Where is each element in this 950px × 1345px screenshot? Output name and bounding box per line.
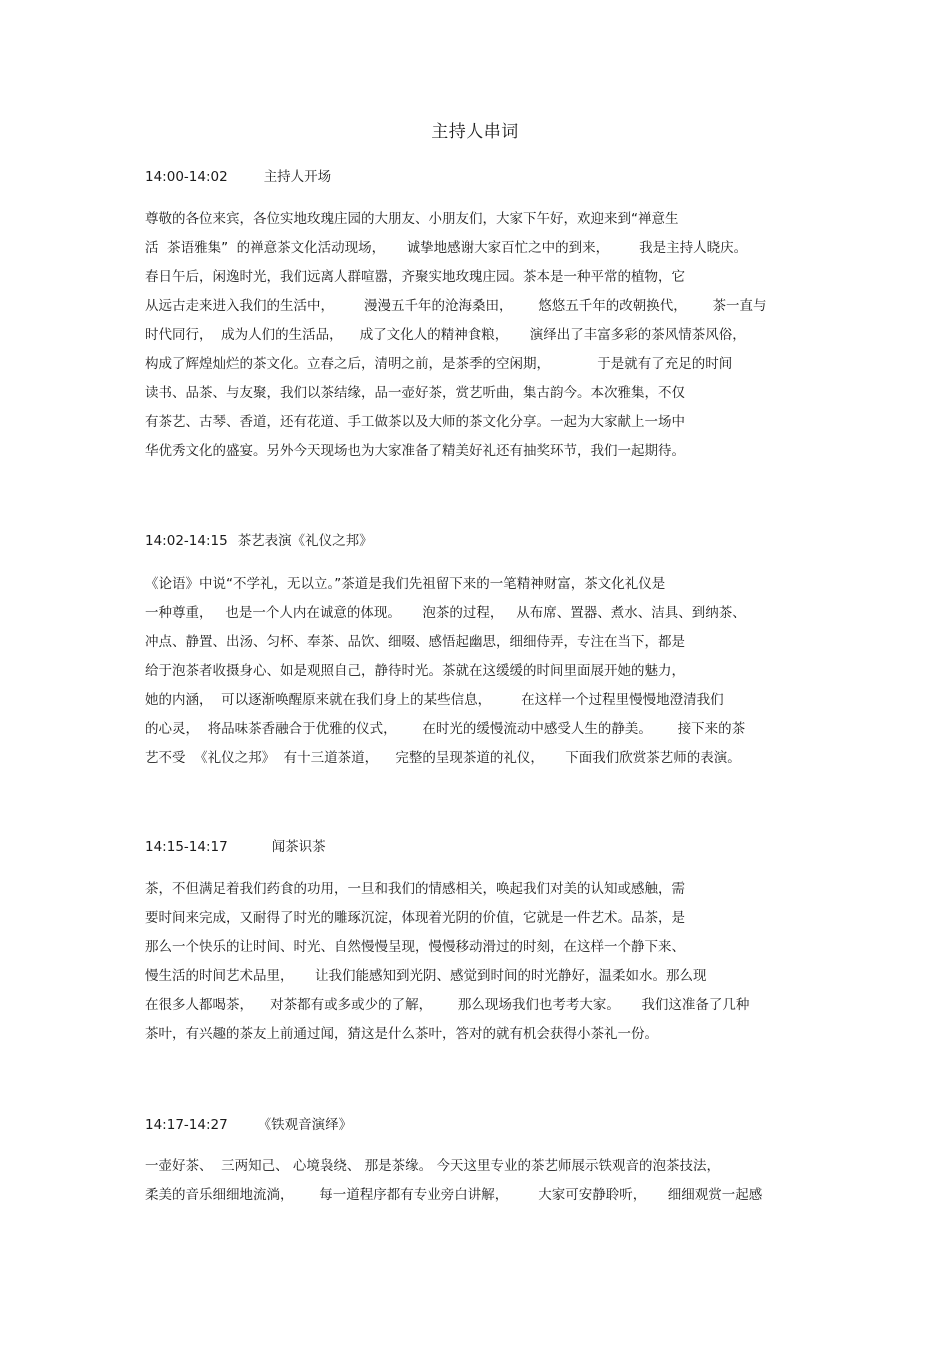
paragraph-line: 在很多人都喝茶， 对茶都有或多或少的了解， 那么现场我们也考考大家。 我们这准备了几种: [145, 997, 750, 1013]
paragraph-line: 一种尊重， 也是一个人内在诚意的体现。 泡茶的过程， 从布席、置器、煮水、洁具、到纳茶、: [145, 605, 746, 621]
page-title: 主持人串词: [431, 122, 519, 142]
section-heading-tea-art: [145, 532, 373, 550]
section-time: 14:00-14:02: [145, 169, 228, 185]
paragraph-line: 有茶艺、古琴、香道，还有花道、手工做茶以及大师的茶文化分享。一起为大家献上一场中: [145, 414, 685, 430]
paragraph-line: 那么一个快乐的让时间、时光、自然慢慢呈现，慢慢移动滑过的时刻，在这样一个静下来、: [145, 939, 685, 955]
paragraph-line: 茶，不但满足着我们药食的功用，一旦和我们的情感相关，唤起我们对美的认知或感触，需: [145, 881, 685, 897]
paragraph-line: 要时间来完成，又耐得了时光的雕琢沉淀，体现着光阴的价值，它就是一件艺术。品茶，是: [145, 910, 685, 926]
paragraph-line: 尊敬的各位来宾，各位实地玫瑰庄园的大朋友、小朋友们，大家下午好，欢迎来到“禅意生: [145, 211, 679, 227]
section-heading-opening: [145, 168, 331, 186]
paragraph-line: 活 茶语雅集” 的禅意茶文化活动现场， 诚挚地感谢大家百忙之中的到来， 我是主持人晓庆。: [145, 240, 748, 256]
section-heading-tieguanyin: [145, 1116, 352, 1134]
paragraph-line: 构成了辉煌灿烂的茶文化。立春之后，清明之前，是茶季的空闲期， 于是就有了充足的时间: [145, 356, 733, 372]
section-label: 主持人开场: [263, 169, 332, 185]
section-label: 闻茶识茶: [271, 839, 326, 855]
section-heading-smell-tea: [145, 838, 326, 856]
section-label: 茶艺表演《礼仪之邦》: [237, 533, 373, 549]
paragraph-line: 冲点、静置、出汤、匀杯、奉茶、品饮、细啜、感悟起幽思，细细侍弄，专注在当下，都是: [145, 634, 685, 650]
paragraph-line: 一壶好茶、 三两知己、 心境袅绕、 那是茶缘。 今天这里专业的茶艺师展示铁观音的泡茶技法，: [145, 1158, 720, 1174]
paragraph-line: 时代同行， 成为人们的生活品， 成了文化人的精神食粮， 演绎出了丰富多彩的茶风情茶风俗，: [145, 327, 746, 343]
section-time: 14:15-14:17: [145, 839, 228, 855]
paragraph-line: 柔美的音乐细细地流淌， 每一道程序都有专业旁白讲解， 大家可安静聆听， 细细观赏一起感: [145, 1187, 763, 1203]
paragraph-line: 给于泡茶者收摄身心、如是观照自己，静待时光。茶就在这缓缓的时间里面展开她的魅力，: [145, 663, 685, 679]
paragraph-line: 华优秀文化的盛宴。另外今天现场也为大家准备了精美好礼还有抽奖环节，我们一起期待。: [145, 443, 685, 459]
paragraph-line: 春日午后，闲逸时光，我们远离人群喧嚣，齐聚实地玫瑰庄园。茶本是一种平常的植物，它: [145, 269, 685, 285]
paragraph-line: 她的内涵， 可以逐渐唤醒原来就在我们身上的某些信息， 在这样一个过程里慢慢地澄清我们: [145, 692, 724, 708]
paragraph-line: 读书、品茶、与友聚，我们以茶结缘，品一壶好茶，赏艺听曲，集古韵今。本次雅集，不仅: [145, 385, 685, 401]
section-label: 《铁观音演绎》: [257, 1117, 353, 1133]
paragraph-line: 茶叶，有兴趣的茶友上前通过闻，猜这是什么茶叶，答对的就有机会获得小茶礼一份。: [145, 1026, 658, 1042]
paragraph-line: 艺不受 《礼仪之邦》 有十三道茶道， 完整的呈现茶道的礼仪， 下面我们欣赏茶艺师的表演。: [145, 750, 741, 766]
paragraph-line: 的心灵， 将品味茶香融合于优雅的仪式， 在时光的缓慢流动中感受人生的静美。 接下来的茶: [145, 721, 746, 737]
section-time: 14:17-14:27: [145, 1117, 228, 1133]
paragraph-line: 《论语》中说“不学礼，无以立。”茶道是我们先祖留下来的一笔精神财富，茶文化礼仪是: [145, 576, 666, 592]
section-time: 14:02-14:15: [145, 533, 228, 549]
paragraph-line: 慢生活的时间艺术品里， 让我们能感知到光阴、感觉到时间的时光静好，温柔如水。那么现: [145, 968, 707, 984]
paragraph-line: 从远古走来进入我们的生活中， 漫漫五千年的沧海桑田， 悠悠五千年的改朝换代， 茶一直与: [145, 298, 767, 314]
